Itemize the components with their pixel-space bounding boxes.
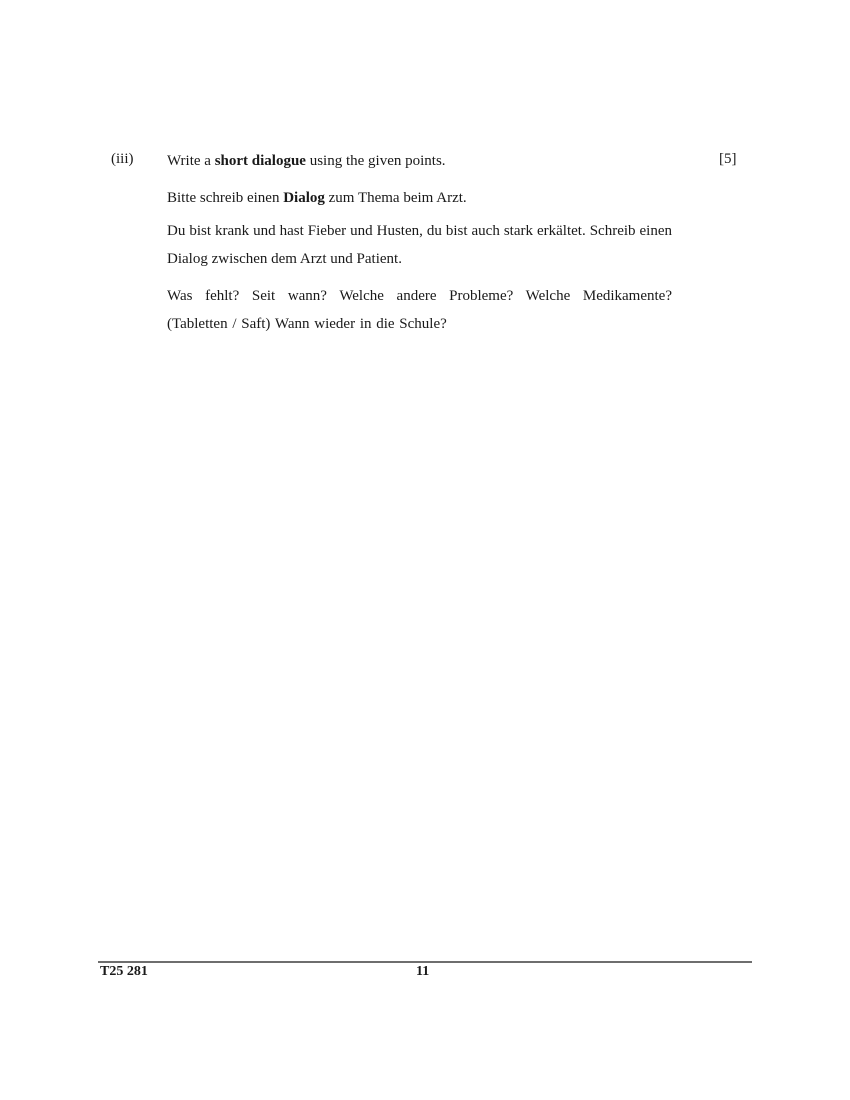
footer-divider (98, 961, 752, 963)
page-number: 11 (416, 964, 430, 979)
german-instruction-bold: Dialog (283, 190, 325, 206)
instruction-bold: short dialogue (214, 153, 306, 169)
question-instruction (167, 151, 672, 171)
german-instruction-prefix: Bitte schreib einen (167, 190, 284, 206)
question-marks: [5] (719, 151, 737, 167)
dialogue-points: Was fehlt? Seit wann? Welche andere Probleme? Welche Medikamente? (Tabletten / Saft) Wann wieder in die Schule? (167, 288, 672, 332)
german-instruction-suffix: zum Thema beim Arzt. (324, 190, 467, 206)
german-instruction (167, 188, 672, 208)
instruction-prefix: Write a (167, 153, 215, 169)
question-number: (iii) (111, 151, 134, 167)
scenario-text: Du bist krank und hast Fieber und Husten, du bist auch stark erkältet. Schreib einen Dialog zwischen dem Arzt und Patient. (167, 223, 672, 267)
paper-code: T25 281 (100, 964, 148, 979)
instruction-suffix: using the given points. (305, 153, 446, 169)
question-body (167, 151, 672, 338)
